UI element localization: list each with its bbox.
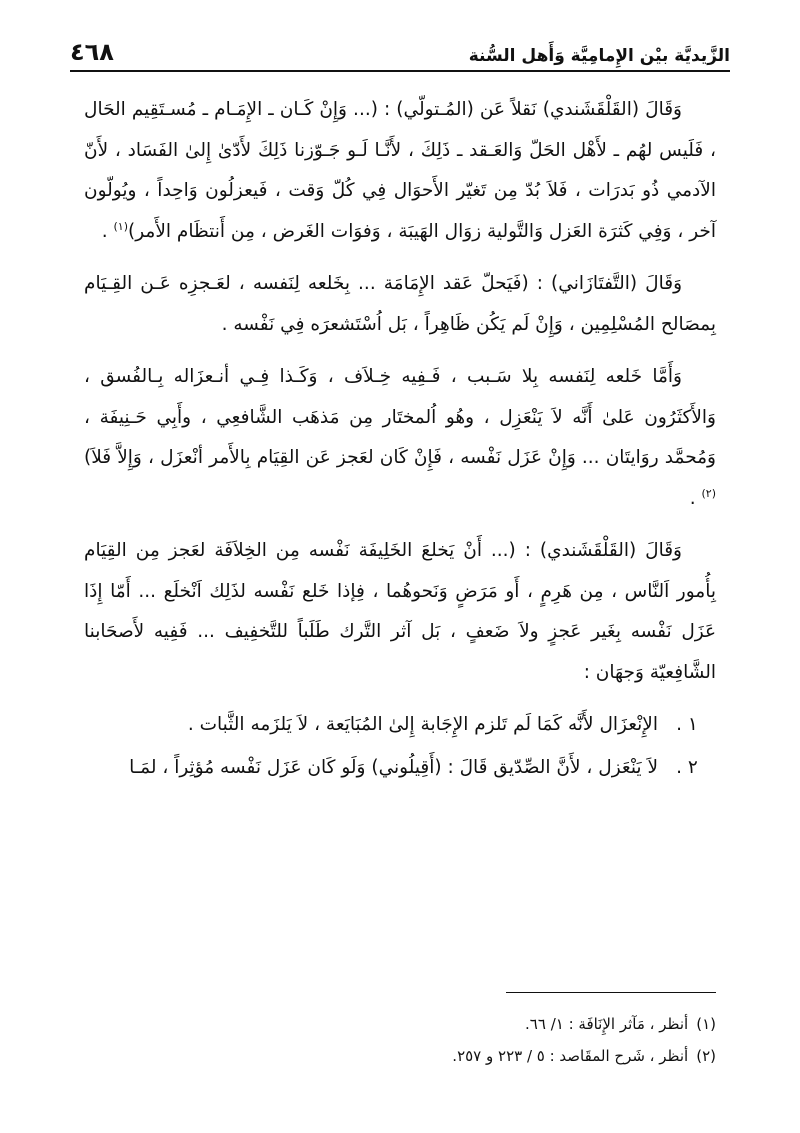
paragraph: وَأَمَّا خَلعه لِنَفسه بِلا سَـبب ، فَـفِيه خِـلاَف ، وَكَـذا فِـي أنـعزَاله بِـالفُسق ، وَالأَكثَرُون عَلىٰ أَنَّه لاَ يَنْعَزِل ، وهُو اُلمختَار مِن مَذهَب الشَّافعِي ، وأَبِي حَـنِيفَة ، وَمُحمَّد روَايتَان ... وَإِنْ عَزَل نَفْسه ، فَإِنْ كَان لعَجز عَن القِيَام بِالأَمر أنْعزَل ، وَإِلاَّ فَلاَ)$^{(٢)}$ . bbox=[84, 366, 716, 509]
footnote-text: أنظر ، شَرح المقَاصد : ٥ / ٢٢٣ و ٢٥٧. bbox=[452, 1047, 689, 1065]
footnote-ref: (١) bbox=[113, 219, 128, 233]
page-number: ٤٦٨ bbox=[70, 38, 114, 66]
paragraph: وَقَالَ (التَّفتَازَاني) : (فَيَحلّ عَقد الإِمَامَة ... بِخَلعه لِنَفسه ، لعَـجزِه عَـن القِـيَام بِمصَالح المُسْلِمِين ، وَإِنْ لَم يَكُن ظَاهِراً ، بَل اُسْتَشعرَه فِي نَفْسه . bbox=[84, 273, 716, 335]
paragraph: وَقَالَ (القَلْقَشَندي) نَقلاً عَن (المُـتولّي) : (... وَإِنْ كَـان ـ الإِمَـام ـ مُسـتَقِيم الحَال ، فَلَيس لهُم ـ لأَهْل الحَلّ وَالعَـقد ـ ذَلِكَ ، لأَنَّـا لَـو جَـوّزنا ذَلِكَ لأَدّىٰ إِلىٰ الفَسَاد ، لأَنّ الآدمي ذُو بَدرَات ، فَلاَ بُدّ مِن تَغيّر الأَحوَال فِي كُلّ وَقت ، فَيعزلُون وَاحِداً ، ويُولّون آخر ، وَفِي كَثرَة العَزل وَالتَّولية زوَال الهَيبَة ، وَفوَات الغَرض ، مِن أَنتظَام الأَمر)$^{(١)}$ . bbox=[84, 99, 716, 242]
paragraph: وَقَالَ (القَلْقَشَندي) : (... أَنْ يَخلعَ الخَلِيفَة نَفْسه مِن الخِلاَفَة لعَجز مِن القِيَام بِأُمور اَلنَّاس ، مِن هَرِمٍ ، أَو مَرَضٍ وَنَحوهُما ، فِإذا خَلع نَفْسه لذَلِك اَنْخلَع ... أَمّا إِذَا عَزَل نَفْسه بِغَير عَجزٍ ولاَ ضَعفٍ ، بَل آثر التَّرك طَلَباً للتَّخفِيف ... فَفِيه لأَصحَابنا الشَّافِعيّة وَجهَان : bbox=[84, 540, 716, 683]
footnote-ref: (٢) bbox=[701, 486, 716, 500]
footnote bbox=[84, 1040, 716, 1072]
list-text: الإِنْعزَال لأَنَّه كَمَا لَم تَلزم الإِجَابة إِلىٰ المُبَايَعة ، لاَ يَلزَمه الثَّبات . bbox=[187, 714, 658, 735]
footnotes bbox=[84, 1008, 716, 1072]
main-text bbox=[84, 90, 716, 790]
footnote-number: (١) bbox=[696, 1015, 716, 1033]
footnote-divider bbox=[506, 992, 716, 993]
list-number: ٢ . bbox=[676, 756, 698, 778]
list-text: لاَ يَنْعَزل ، لأَنَّ الصِّدّيق قَالَ : (أَقِيلُوني) وَلَو كَان عَزَل نَفْسه مُؤثِراً ، لمَـا bbox=[129, 756, 658, 778]
list-item bbox=[84, 705, 716, 746]
page-header bbox=[70, 30, 730, 72]
footnote-number: (٢) bbox=[696, 1047, 716, 1065]
list-number: ١ . bbox=[676, 714, 698, 735]
footnote-text: أنظر ، مَآثر الإِنَافَة : ١/ ٦٦. bbox=[525, 1015, 689, 1033]
running-title: الزَّيديَّة بيْن الإِمامِيَّة وَأَهل السُّنة bbox=[468, 46, 730, 66]
list-item bbox=[84, 748, 716, 789]
footnote bbox=[84, 1008, 716, 1040]
